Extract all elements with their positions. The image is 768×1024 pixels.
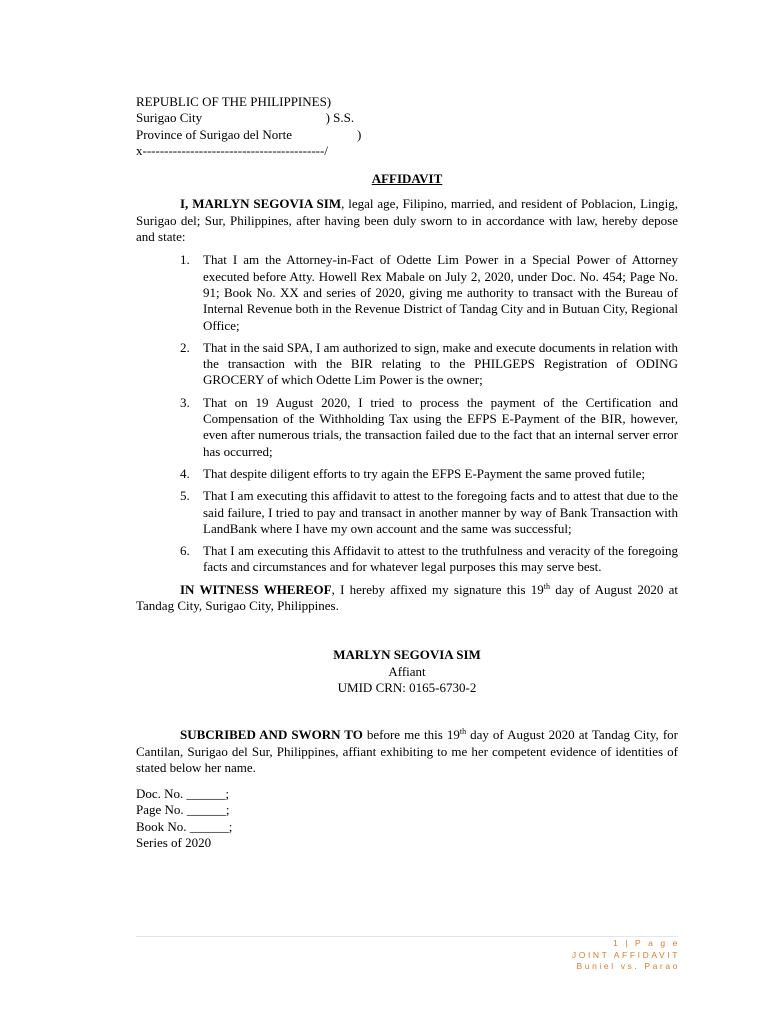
- jurat-text-1: before me this 19: [362, 727, 460, 743]
- notary-page-number: Page No. ______;: [136, 802, 230, 818]
- statement-number: 5.: [180, 488, 190, 504]
- witness-text-2: day of August 2020 at Tandag City, Surigao City, Philippines.: [136, 581, 678, 614]
- statement-number: 6.: [180, 543, 190, 559]
- statement-number: 3.: [180, 394, 190, 410]
- statement-text: That despite diligent efforts to try again the EFPS E-Payment the same proved futile;: [203, 465, 646, 481]
- statement-item-2: [136, 340, 678, 389]
- affiant-name-intro: I, MARLYN SEGOVIA SIM: [180, 196, 342, 212]
- venue-caption: [136, 94, 678, 159]
- notarial-register: [136, 786, 678, 851]
- statement-text: That I am executing this Affidavit to attest to the truthfulness and veracity of the foregoing facts and circumstances and for whatever legal purposes this may serve best.: [203, 543, 678, 575]
- footer-divider: [136, 936, 678, 937]
- witness-lead: IN WITNESS WHEREOF: [180, 581, 332, 597]
- statement-item-3: [136, 395, 678, 460]
- statement-text: That on 19 August 2020, I tried to process the payment of the Certification and Compensation of the Withholding Tax using the EFPS E-Payment of the BIR, however, even after numerous trials, the transaction failed due to the fact that an internal server error has occurred;: [203, 394, 678, 459]
- affiant-name: MARLYN SEGOVIA SIM: [333, 647, 481, 663]
- footer-page-number: 1 | P a g e: [612, 938, 680, 948]
- statement-item-4: [136, 466, 678, 482]
- jurat-paragraph: [136, 727, 678, 776]
- affiant-role: Affiant: [388, 663, 426, 679]
- jurat-lead: SUBCRIBED AND SWORN TO: [180, 727, 363, 743]
- statement-item-6: [136, 543, 678, 576]
- signature-block: [136, 647, 678, 696]
- intro-text: , legal age, Filipino, married, and resident of Poblacion, Lingig, Surigao del; Sur, Philippines, after having been duly sworn to in accordance with law, hereby depose and state:: [136, 196, 678, 245]
- caption-line-separator: x------------------------------------------/: [136, 142, 328, 158]
- witness-text-1: , I hereby affixed my signature this 19: [331, 581, 544, 597]
- document-title: AFFIDAVIT: [371, 171, 443, 187]
- statement-number: 4.: [180, 465, 190, 481]
- jurat-text-2: day of August 2020 at Tandag City, for Cantilan, Surigao del Sur, Philippines, affiant exhibiting to me her competent evidence of identities of stated below her name.: [136, 727, 678, 775]
- witness-paragraph: [136, 582, 678, 615]
- caption-line-city: Surigao City ) S.S.: [136, 110, 355, 126]
- notary-doc-number: Doc. No. ______;: [136, 786, 230, 802]
- statement-number: 1.: [180, 252, 190, 268]
- witness-day-suffix: th: [543, 581, 551, 591]
- intro-paragraph: [136, 196, 678, 245]
- caption-line-republic: REPUBLIC OF THE PHILIPPINES): [136, 94, 332, 109]
- page-footer: [572, 938, 680, 973]
- affiant-id: UMID CRN: 0165-6730-2: [337, 679, 477, 695]
- statement-item-5: [136, 488, 678, 537]
- statement-number: 2.: [180, 339, 190, 355]
- statement-item-1: [136, 252, 678, 333]
- statement-text: That I am executing this affidavit to attest to the foregoing facts and to attest that due to the said failure, I tried to pay and transact in another manner by way of Bank Transaction with LandBank where I have my own account and the same was successful;: [203, 488, 678, 536]
- statement-text: That I am the Attorney-in-Fact of Odette Lim Power in a Special Power of Attorney executed before Atty. Howell Rex Mabale on July 2, 2020, under Doc. No. 454; Page No. 91; Book No. XX and series of 2020, giving me authority to transact with the Bureau of Internal Revenue both in the Revenue District of Tandag City and in Butuan City, Regional Office;: [203, 252, 678, 333]
- statement-text: That in the said SPA, I am authorized to sign, make and execute documents in relation with the transaction with the BIR relating to the PHILGEPS Registration of ODING GROCERY of which Odette Lim Power is the owner;: [203, 339, 678, 388]
- footer-case-title: Buniel vs. Parao: [576, 961, 680, 971]
- statement-list: [136, 252, 678, 575]
- jurat-day-suffix: th: [459, 727, 467, 737]
- affidavit-document: [136, 94, 678, 851]
- caption-line-province: Province of Surigao del Norte ): [136, 126, 362, 142]
- notary-book-number: Book No. ______;: [136, 818, 233, 834]
- notary-series: Series of 2020: [136, 834, 212, 850]
- footer-document-title: JOINT AFFIDAVIT: [571, 949, 680, 960]
